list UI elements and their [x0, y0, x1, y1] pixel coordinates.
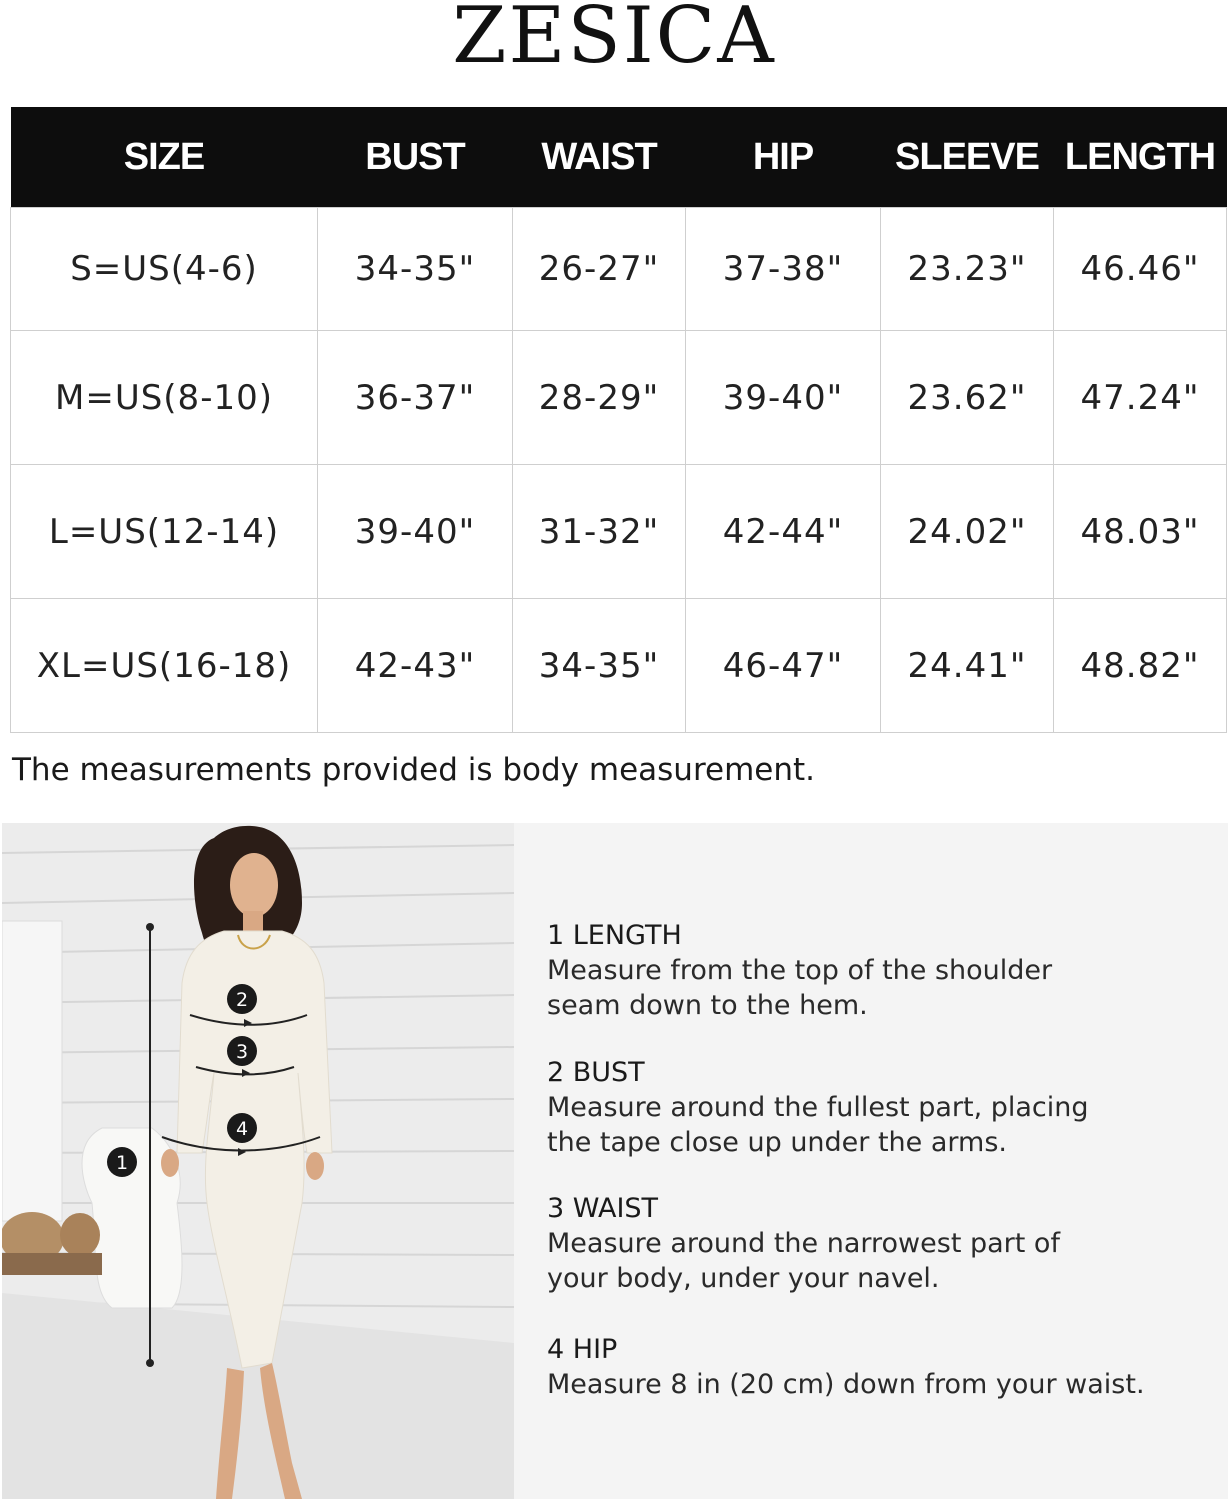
table-row: [11, 465, 1227, 599]
bust-cell: 36-37": [318, 331, 513, 465]
waist-cell: 34-35": [513, 599, 686, 733]
size-cell: L=US(12-14): [11, 465, 318, 599]
model-photo: [2, 823, 514, 1499]
guide-item-bust: [547, 1056, 1207, 1160]
marker-4: 4: [235, 1118, 249, 1140]
guide-title: 4 HIP: [547, 1334, 618, 1365]
guide-desc: the tape close up under the arms.: [547, 1127, 1007, 1158]
header-size: SIZE: [11, 107, 318, 208]
guide-title: 1 LENGTH: [547, 920, 682, 951]
marker-3: 3: [235, 1041, 249, 1063]
table-row: [11, 208, 1227, 331]
table-row: [11, 599, 1227, 733]
size-cell: S=US(4-6): [11, 208, 318, 331]
measure-guide-panel: [514, 823, 1228, 1499]
size-cell: M=US(8-10): [11, 331, 318, 465]
length-cell: 48.03": [1054, 465, 1227, 599]
hip-cell: 37-38": [686, 208, 881, 331]
guide-title: 2 BUST: [547, 1057, 645, 1088]
header-hip: HIP: [686, 107, 881, 208]
guide-desc: Measure 8 in (20 cm) down from your waist.: [547, 1369, 1145, 1400]
sleeve-cell: 23.62": [881, 331, 1054, 465]
sleeve-cell: 23.23": [881, 208, 1054, 331]
size-chart-table: [10, 107, 1227, 733]
header-waist: WAIST: [513, 107, 686, 208]
sleeve-cell: 24.02": [881, 465, 1054, 599]
length-cell: 46.46": [1054, 208, 1227, 331]
guide-title: 3 WAIST: [547, 1193, 659, 1224]
measurement-note: The measurements provided is body measurement.: [12, 752, 816, 788]
guide-desc: your body, under your navel.: [547, 1263, 940, 1294]
length-cell: 48.82": [1054, 599, 1227, 733]
bust-cell: 39-40": [318, 465, 513, 599]
waist-cell: 31-32": [513, 465, 686, 599]
header-bust: BUST: [318, 107, 513, 208]
guide-item-waist: [547, 1192, 1207, 1296]
bust-cell: 34-35": [318, 208, 513, 331]
guide-item-hip: [547, 1333, 1207, 1402]
guide-desc: Measure around the narrowest part of: [547, 1228, 1060, 1259]
hip-cell: 42-44": [686, 465, 881, 599]
waist-cell: 28-29": [513, 331, 686, 465]
bust-cell: 42-43": [318, 599, 513, 733]
waist-cell: 26-27": [513, 208, 686, 331]
guide-desc: Measure from the top of the shoulder: [547, 955, 1053, 986]
guide-desc: seam down to the hem.: [547, 990, 868, 1021]
marker-2: 2: [235, 989, 249, 1011]
hip-cell: 46-47": [686, 599, 881, 733]
marker-1: 1: [115, 1152, 129, 1174]
table-header-row: [11, 107, 1227, 208]
header-length: LENGTH: [1054, 107, 1227, 208]
table-row: [11, 331, 1227, 465]
length-cell: 47.24": [1054, 331, 1227, 465]
guide-item-length: [547, 919, 1207, 1023]
hip-cell: 39-40": [686, 331, 881, 465]
sleeve-cell: 24.41": [881, 599, 1054, 733]
guide-desc: Measure around the fullest part, placing: [547, 1092, 1089, 1123]
header-sleeve: SLEEVE: [881, 107, 1054, 208]
model-illustration: [2, 823, 514, 1499]
brand-logo: ZESICA: [452, 0, 776, 81]
size-cell: XL=US(16-18): [11, 599, 318, 733]
